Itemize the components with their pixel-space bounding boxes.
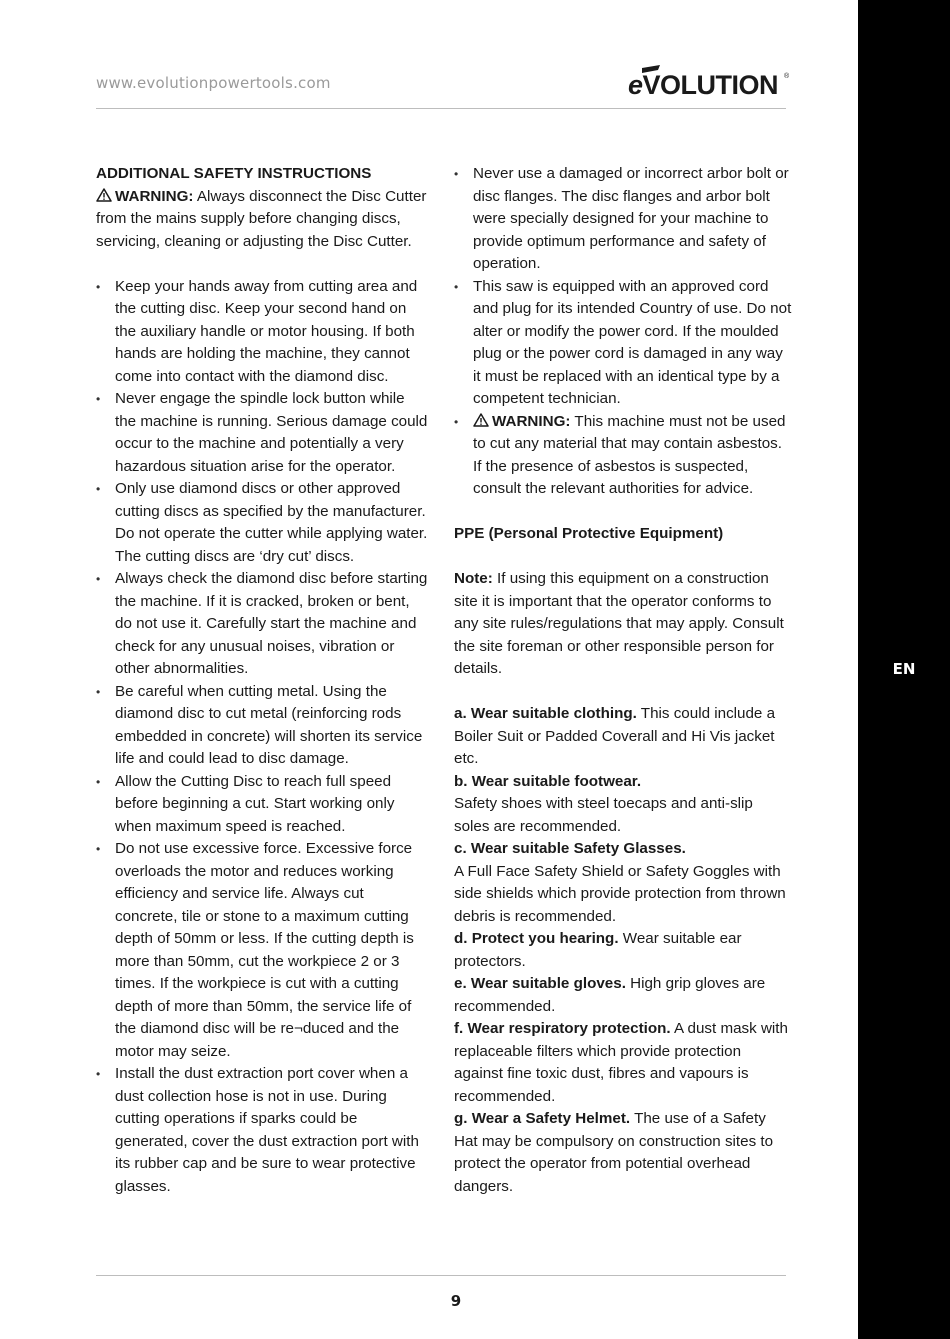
bullet-dot: • <box>96 572 101 586</box>
list-item <box>454 163 792 276</box>
bullet-dot: • <box>454 414 459 429</box>
right-column <box>454 163 792 1198</box>
ppe-item-helmet <box>454 1108 792 1198</box>
bullet-text: Always check the diamond disc before starting the machine. If it is cracked, broken or bent, do not use it. Carefully start the machine and check for any unusual noises, vibration or other abnormalities. <box>115 570 428 677</box>
list-item <box>454 411 792 501</box>
note-label: Note: <box>454 570 493 587</box>
svg-text:®: ® <box>784 73 790 80</box>
ppe-item-hearing <box>454 928 792 973</box>
page-number: 9 <box>450 1292 462 1310</box>
bullet-dot: • <box>96 1067 101 1081</box>
ppe-item-label: f. Wear respiratory protection. <box>454 1020 671 1037</box>
bullet-dot: • <box>96 392 101 406</box>
bullet-text: This machine must not be used to cut any material that may contain asbestos. If the presence of asbestos is suspected, consult the relevant authorities for advice. <box>473 412 786 497</box>
note-paragraph <box>454 568 792 681</box>
header-url: www.evolutionpowertools.com <box>96 74 331 92</box>
ppe-heading: PPE (Personal Protective Equipment) <box>454 525 724 542</box>
bullet-text: Keep your hands away from cutting area and the cutting disc. Keep your second hand on the auxiliary handle or motor housing. If both hands are holding the machine, they cannot come into contact with the diamond disc. <box>115 277 418 385</box>
ppe-item-clothing <box>454 703 792 771</box>
bullet-dot: • <box>96 774 101 789</box>
safety-bullet-list-continued <box>454 163 792 501</box>
bullet-dot: • <box>96 842 101 856</box>
list-item <box>96 838 428 1063</box>
list-item <box>96 478 428 568</box>
section-heading: ADDITIONAL SAFETY INSTRUCTIONS <box>96 165 372 182</box>
list-item <box>454 276 792 411</box>
ppe-item-text: Wear suitable ear protectors. <box>454 930 742 970</box>
bullet-dot: • <box>96 279 101 294</box>
ppe-item-label: b. Wear suitable footwear. <box>454 772 642 790</box>
note-text: If using this equipment on a construction site it is important that the operator conforms to any site rules/regulations that may apply. Consult the site foreman or other responsible person for details. <box>454 570 784 677</box>
ppe-item-label: c. Wear suitable Safety Glasses. <box>454 840 686 857</box>
svg-text:eVOLUTION: eVOLUTION <box>628 70 779 98</box>
language-label: EN <box>892 660 916 678</box>
evolution-logo <box>628 64 790 98</box>
bullet-text: Allow the Cutting Disc to reach full speed before beginning a cut. Start working only when maximum speed is reached. <box>115 772 395 835</box>
warning-triangle-icon <box>96 188 112 202</box>
ppe-item-footwear-text: Safety shoes with steel toecaps and anti-slip soles are recommended. <box>454 795 753 835</box>
left-column <box>96 163 428 1198</box>
bullet-text: This saw is equipped with an approved cord and plug for its intended Country of use. Do not alter or modify the power cord. If the moulded plug or the power cord is damaged in any way it must be replaced with an identical type by a competent technician. <box>473 277 792 407</box>
ppe-item-footwear-label <box>454 771 792 794</box>
ppe-item-text: This could include a Boiler Suit or Padded Coverall and Hi Vis jacket etc. <box>454 705 776 767</box>
bullet-text: Only use diamond discs or other approved cutting discs as specified by the manufacturer. Do not operate the cutter while applying water. The cutting discs are ‘dry cut’ discs. <box>115 480 428 565</box>
list-item <box>96 276 428 389</box>
bullet-text: Do not use excessive force. Excessive force overloads the motor and reduces working efficiency and service life. Always cut concrete, tile or stone to a maximum cutting depth of 50mm or less. If the cutting depth is more than 50mm, cut the workpiece 2 or 3 times. If the workpiece is cut with a cutting depth of more than 50mm, the service life of the diamond disc will be re¬duced and the motor may seize. <box>115 840 414 1060</box>
ppe-item-respiratory <box>454 1018 792 1108</box>
header-rule <box>96 108 786 109</box>
ppe-item-label: a. Wear suitable clothing. <box>454 705 637 722</box>
ppe-item-text: The use of a Safety Hat may be compulsory on construction sites to protect the operator from potential overhead dangers. <box>454 1110 774 1195</box>
ppe-item-gloves <box>454 973 792 1018</box>
list-item <box>96 568 428 681</box>
ppe-item-glasses-label <box>454 838 792 861</box>
list-item <box>96 388 428 478</box>
warning-label: WARNING: <box>115 187 194 205</box>
ppe-item-text: A dust mask with replaceable filters which provide protection against fine toxic dust, fibres and vapours is recommended. <box>454 1020 788 1105</box>
bullet-text: Install the dust extraction port cover when a dust collection hose is not in use. During cutting operations if sparks could be generated, cover the dust extraction port with its rubber cap and be sure to wear protective glasses. <box>115 1065 419 1195</box>
warning-triangle-icon <box>473 413 489 427</box>
bullet-dot: • <box>454 167 459 181</box>
bullet-dot: • <box>96 482 101 496</box>
list-item <box>96 771 428 839</box>
bullet-dot: • <box>454 279 459 294</box>
language-side-tab <box>858 0 950 1339</box>
ppe-item-label: e. Wear suitable gloves. <box>454 975 626 992</box>
bullet-text: Be careful when cutting metal. Using the diamond disc to cut metal (reinforcing rods embedded in concrete) will shorten its service life and could lead to disc damage. <box>115 682 423 767</box>
list-item <box>96 1063 428 1198</box>
safety-bullet-list <box>96 276 428 1199</box>
ppe-item-text: High grip gloves are recommended. <box>454 975 766 1015</box>
footer-rule <box>96 1275 786 1276</box>
warning-label: WARNING: <box>492 412 571 430</box>
bullet-text: Never use a damaged or incorrect arbor bolt or disc flanges. The disc flanges and arbor bolt were specially designed for your machine to provide optimum performance and safety of operation. <box>473 165 789 272</box>
bullet-text: Never engage the spindle lock button while the machine is running. Serious damage could occur to the machine and potentially a very hazardous situation arise for the operator. <box>115 390 428 475</box>
ppe-item-glasses-text: A Full Face Safety Shield or Safety Goggles with side shields which provide protection from thrown debris is recommended. <box>454 862 786 925</box>
bullet-dot: • <box>96 684 101 699</box>
list-item <box>96 681 428 771</box>
warning-paragraph <box>96 186 428 254</box>
ppe-item-label: g. Wear a Safety Helmet. <box>454 1110 631 1127</box>
warning-text: Always disconnect the Disc Cutter from the mains supply before changing discs, servicing, cleaning or adjusting the Disc Cutter. <box>96 187 427 250</box>
ppe-item-label: d. Protect you hearing. <box>454 930 619 947</box>
